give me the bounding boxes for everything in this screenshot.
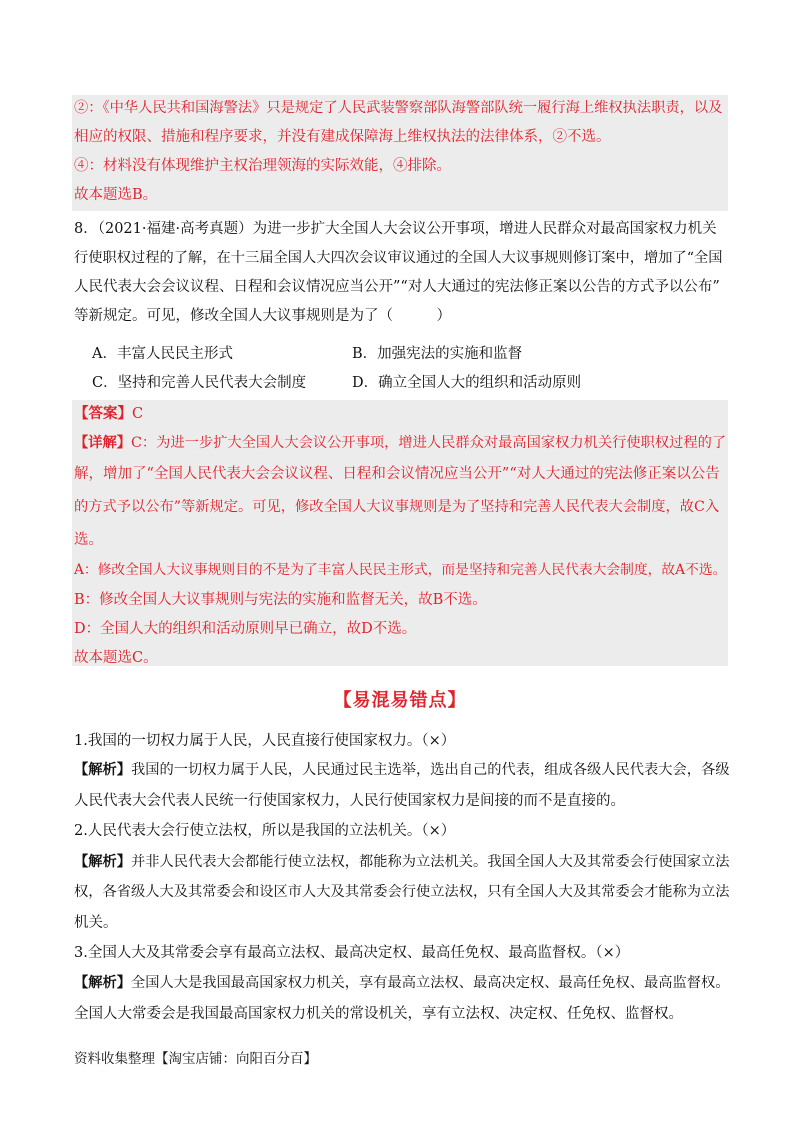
error-analysis-line: 权，各省级人大及其常委会和设区市人大及其常委会行使立法权，只有全国人大及其常委会才能称为立法 [74, 884, 730, 900]
error-analysis-line: 人民代表大会代表人民统一行使国家权力，人民行使国家权力是间接的而不是直接的。 [74, 793, 625, 809]
detail-line [74, 433, 726, 453]
answer-label: 【答案】 [74, 405, 132, 422]
question-stem-line: 等新规定。可见，修改全国人大议事规则是为了（ ） [74, 308, 451, 324]
detail-line: D：全国人大的组织和活动原则早已确立，故D不选。 [74, 621, 417, 637]
analysis-label: 【解析】 [74, 854, 132, 870]
analysis-text: 全国人大是我国最高国家权力机关，享有最高立法权、最高决定权、最高任免权、最高监督权。 [131, 975, 730, 991]
detail-line: B：修改全国人大议事规则与宪法的实施和监督无关，故B不选。 [74, 592, 487, 608]
analysis-text: 我国的一切权力属于人民，人民通过民主选举，选出自己的代表，组成各级人民代表大会，各级 [131, 762, 730, 778]
detail-text: C：为进一步扩大全国人大会议公开事项，增进人民群众对最高国家权力机关行使职权过程的了 [131, 435, 727, 451]
error-statement: 3.全国人大及其常委会享有最高立法权、最高决定权、最高任免权、最高监督权。（×） [74, 945, 630, 961]
question-stem-line: 行使职权过程的了解，在十三届全国人大四次会议审议通过的全国人大议事规则修订案中，增加了“全国 [74, 250, 723, 266]
error-statement: 1.我国的一切权力属于人民，人民直接行使国家权力。（×） [74, 733, 456, 749]
error-analysis-line [74, 852, 730, 872]
detail-line: 解，增加了“全国人民代表大会会议议程、日程和会议情况应当公开”“对人大通过的宪法修正案以公告 [74, 466, 720, 482]
question-stem-line: 人民代表大会会议议程、日程和会议情况应当公开”“对人大通过的宪法修正案以公告的方式予以公布” [74, 279, 720, 295]
answer-line [74, 404, 143, 424]
detail-line: 选。 [74, 532, 103, 548]
option-d: D．确立全国人大的组织和活动原则 [352, 375, 582, 391]
option-b: B．加强宪法的实施和监督 [352, 346, 523, 362]
analysis-line: 相应的权限、措施和程序要求，并没有建成保障海上维权执法的法律体系，②不选。 [74, 129, 611, 145]
error-statement: 2.人民代表大会行使立法权，所以是我国的立法机关。（×） [74, 823, 456, 839]
analysis-line: ②：《中华人民共和国海警法》只是规定了人民武装警察部队海警部队统一履行海上维权执法职责，以及 [74, 100, 723, 116]
question-stem-line: 8．（2021·福建·高考真题）为进一步扩大全国人大会议公开事项，增进人民群众对最高国家权力机关 [74, 221, 717, 237]
conclusion-line: 故本题选B。 [74, 187, 158, 203]
error-analysis-line [74, 760, 730, 780]
detail-line: 的方式予以公布”等新规定。可见，修改全国人大议事规则是为了坚持和完善人民代表大会制度，故C入 [74, 499, 720, 515]
error-analysis-line [74, 973, 730, 993]
analysis-line: ④：材料没有体现维护主权治理领海的实际效能，④排除。 [74, 158, 451, 174]
detail-label: 【详解】 [74, 435, 132, 451]
error-analysis-line: 机关。 [74, 915, 118, 931]
option-c: C．坚持和完善人民代表大会制度 [92, 375, 307, 391]
analysis-label: 【解析】 [74, 762, 132, 778]
detail-line: A：修改全国人大议事规则目的不是为了丰富人民民主形式，而是坚持和完善人民代表大会制度，故A不选。 [74, 562, 727, 578]
detail-line: 故本题选C。 [74, 650, 158, 666]
error-analysis-line: 全国人大常委会是我国最高国家权力机关的常设机关，享有立法权、决定权、任免权、监督权。 [74, 1006, 683, 1022]
answer-value: C [132, 406, 144, 422]
analysis-text: 并非人民代表大会都能行使立法权，都能称为立法机关。我国全国人大及其常委会行使国家立法 [131, 854, 730, 870]
page-footer: 资料收集整理【淘宝店铺：向阳百分百】 [74, 1051, 317, 1067]
analysis-label: 【解析】 [74, 975, 132, 991]
section-title: 【易混易错点】 [333, 690, 467, 711]
option-a: A．丰富人民民主形式 [92, 346, 233, 362]
